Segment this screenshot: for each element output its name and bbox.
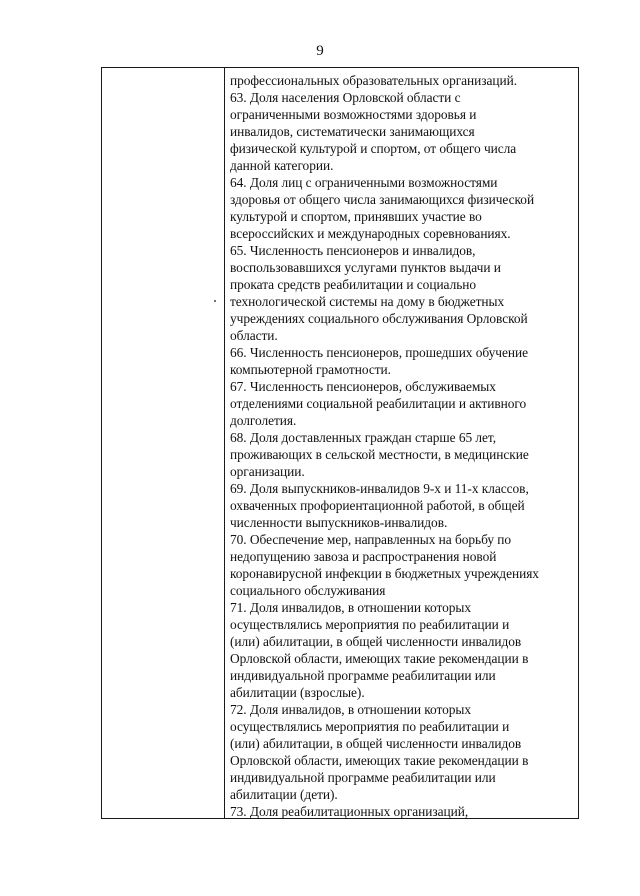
text-line: Орловской области, имеющих такие рекомендации в [230,753,529,768]
table-right-cell [230,72,576,820]
text-line: 68. Доля доставленных граждан старше 65 лет, [230,430,497,445]
text-line: ограниченными возможностями здоровья и [230,107,477,122]
text-line: Орловской области, имеющих такие рекомендации в [230,651,529,666]
text-line: культурой и спортом, принявших участие во [230,209,482,224]
text-line: компьютерной грамотности. [230,362,391,377]
scan-speck [214,300,216,302]
text-line: осуществлялись мероприятия по реабилитации и [230,719,510,734]
text-line: инвалидов, систематически занимающихся [230,124,475,139]
text-line: области. [230,328,278,343]
text-line: 66. Численность пенсионеров, прошедших обучение [230,345,528,360]
text-line: (или) абилитации, в общей численности инвалидов [230,634,522,649]
text-line: 64. Доля лиц с ограниченными возможностями [230,175,498,190]
text-line: 69. Доля выпускников-инвалидов 9-х и 11-х классов, [230,481,529,496]
page-number: 9 [316,43,324,59]
table-left-cell [102,68,225,818]
text-line: 70. Обеспечение мер, направленных на борьбу по [230,532,512,547]
text-line: абилитации (взрослые). [230,685,365,700]
text-line: всероссийских и международных соревнованиях. [230,226,511,241]
text-line: осуществлялись мероприятия по реабилитации и [230,617,510,632]
text-line: социального обслуживания [230,583,386,598]
text-line: 73. Доля реабилитационных организаций, [230,804,469,819]
text-line: организации. [230,464,305,479]
text-line: учреждениях социального обслуживания Орловской [230,311,528,326]
text-line: охваченных профориентационной работой, в общей [230,498,525,513]
text-line: 71. Доля инвалидов, в отношении которых [230,600,471,615]
text-line: данной категории. [230,158,334,173]
text-line: физической культурой и спортом, от общего числа [230,141,517,156]
text-line: коронавирусной инфекции в бюджетных учреждениях [230,566,539,581]
text-line: недопущению завоза и распространения новой [230,549,497,564]
text-line: 72. Доля инвалидов, в отношении которых [230,702,471,717]
text-line: индивидуальной программе реабилитации или [230,668,496,683]
text-line: абилитации (дети). [230,787,338,802]
text-line: проката средств реабилитации и социально [230,277,477,292]
text-line: долголетия. [230,413,297,428]
text-line: проживающих в сельской местности, в медицинские [230,447,529,462]
text-line: воспользовавшихся услугами пунктов выдачи и [230,260,501,275]
text-line: технологической системы на дому в бюджетных [230,294,505,309]
text-line: 67. Численность пенсионеров, обслуживаемых [230,379,496,394]
text-line: численности выпускников-инвалидов. [230,515,448,530]
text-line: 65. Численность пенсионеров и инвалидов, [230,243,476,258]
text-line: здоровья от общего числа занимающихся физической [230,192,535,207]
document-table [101,67,579,819]
text-line: профессиональных образовательных организаций. [230,73,518,88]
text-line: (или) абилитации, в общей численности инвалидов [230,736,522,751]
text-line: 63. Доля населения Орловской области с [230,90,461,105]
text-line: индивидуальной программе реабилитации или [230,770,496,785]
text-line: отделениями социальной реабилитации и активного [230,396,527,411]
